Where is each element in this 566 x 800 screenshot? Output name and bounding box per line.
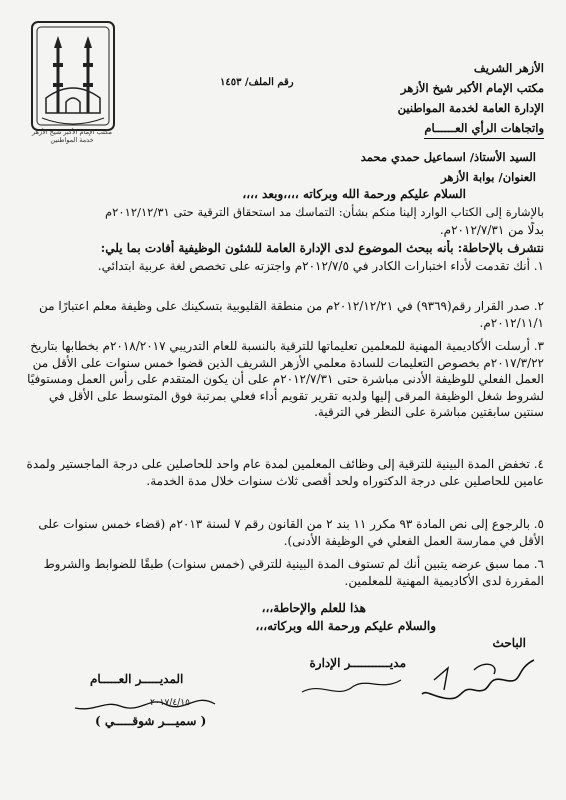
- intro-line-1: بالإشارة إلى الكتاب الوارد إلينا منكم بشأن: التماسك مد استحقاق الترقية حتى ٢٠١٢/١٢/٣١م: [104, 205, 544, 219]
- list-item-4: ٤. تخفض المدة البينية للترقية إلى وظائف المعلمين لمدة عام واحد للحاصلين على درجة الماجستير ولمدة عامين للحاصلين على درجة الدكتوراه ولحد أقصى ثلاث سنوات خلال مدة الخدمة.: [26, 457, 544, 488]
- emblem-caption: [22, 128, 122, 144]
- list-item-2: ٢. صدر القرار رقم(٩٣٦٩) في ٢٠١٢/١٢/٢١م من منطقة القليوبية بتسكينك على وظيفة معلم اعتبارًا من ٢٠١٢/١١/١م.: [39, 299, 544, 330]
- researcher-label: الباحث: [492, 636, 526, 650]
- emblem-caption-line-1: مكتب الإمام الأكبر شيخ الأزهر: [31, 128, 113, 136]
- dept-manager-label: مديـــــــــــر الإدارة: [309, 656, 406, 670]
- greeting: السلام عليكم ورحمة الله وبركاته ،،،،وبعد ،،،،: [242, 187, 466, 201]
- letterhead-line-3: الإدارة العامة لخدمة المواطنين: [397, 101, 544, 115]
- emblem-caption-line-2: خدمة المواطنين: [50, 136, 94, 144]
- list-item-6: ٦. مما سبق عرضه يتبين أنك لم تستوف المدة البينية للترقي (خمس سنوات) طبقًا للضوابط والشروط المقررة لدى الأكاديمية المهنية للمعلمين.: [43, 557, 544, 588]
- intro-line-3: نتشرف بالإحاطة: بأنه ببحث الموضوع لدى الإدارة العامة للشئون الوظيفية أفادت بما يلي:: [100, 241, 544, 255]
- general-manager-label: المديـــــر العـــــام: [90, 672, 184, 686]
- letterhead-line-1: الأزهر الشريف: [473, 61, 544, 75]
- closing-line-1: هذا للعلم والإحاطة،،،: [261, 601, 366, 615]
- addressee-address: العنوان/ بوابة الأزهر: [441, 170, 536, 184]
- letterhead-line-4: واتجاهات الرأي العــــــام: [424, 118, 544, 139]
- intro-line-2: بدلًا من ٢٠١٢/٧/٣١م.: [439, 223, 544, 237]
- list-item-1: ١. أنك تقدمت لأداء اختبارات الكادر في ٢٠١٢/٧/٥م واجتزته على تخصص لغة عربية ابتدائي.: [97, 259, 544, 273]
- closing-line-2: والسلام عليكم ورحمة الله وبركاته،،،: [255, 619, 436, 633]
- list-item-5: ٥. بالرجوع إلى نص المادة ٩٣ مكرر ١١ بند ٢ من القانون رقم ٧ لسنة ٢٠١٣م (قضاء خمس سنوات على الأقل في ممارسة العمل الفعلي في الوظيفة الأدنى).: [38, 517, 544, 548]
- letterhead: [334, 58, 544, 139]
- general-manager-name: ( سميـــر شوقـــــي ): [95, 714, 207, 728]
- addressee-name: السيد الأستاذ/ اسماعيل حمدي محمد: [360, 150, 536, 164]
- researcher-signature-icon: [414, 650, 544, 710]
- azhar-emblem-icon: [28, 18, 118, 136]
- file-number: رقم الملف/ ١٤٥٣: [220, 77, 294, 88]
- list-item-3: ٣. أرسلت الأكاديمية المهنية للمعلمين تعليماتها للترقية بالنسبة للعام التدريبي ٢٠١٨/٢٠١٧م بخطابها بتاريخ ٢٠١٧/٣/٢٢م بخصوص التعليمات للسادة معلمي الأزهر الشريف الذين قضوا خمس سنوات على الأقل من العمل الفعلي للوظيفة الأدنى مباشرة حتى ٢٠١٢/٧/٣١م على أن يكون المتقدم على رأس العمل ومستوفيًا لشروط شغل الوظيفة المرقى إليها ولديه تقرير تقويم أداء فعلي بمرتبة فوق المتوسط على الأقل في سنتين سابقتين مباشرة على النظر في الترقية.: [27, 339, 544, 419]
- dept-manager-signature-icon: [296, 672, 406, 702]
- letterhead-line-2: مكتب الإمام الأكبر شيخ الأزهر: [400, 81, 544, 95]
- signature-date: ٢٠١٧/٤/١٥: [150, 698, 190, 708]
